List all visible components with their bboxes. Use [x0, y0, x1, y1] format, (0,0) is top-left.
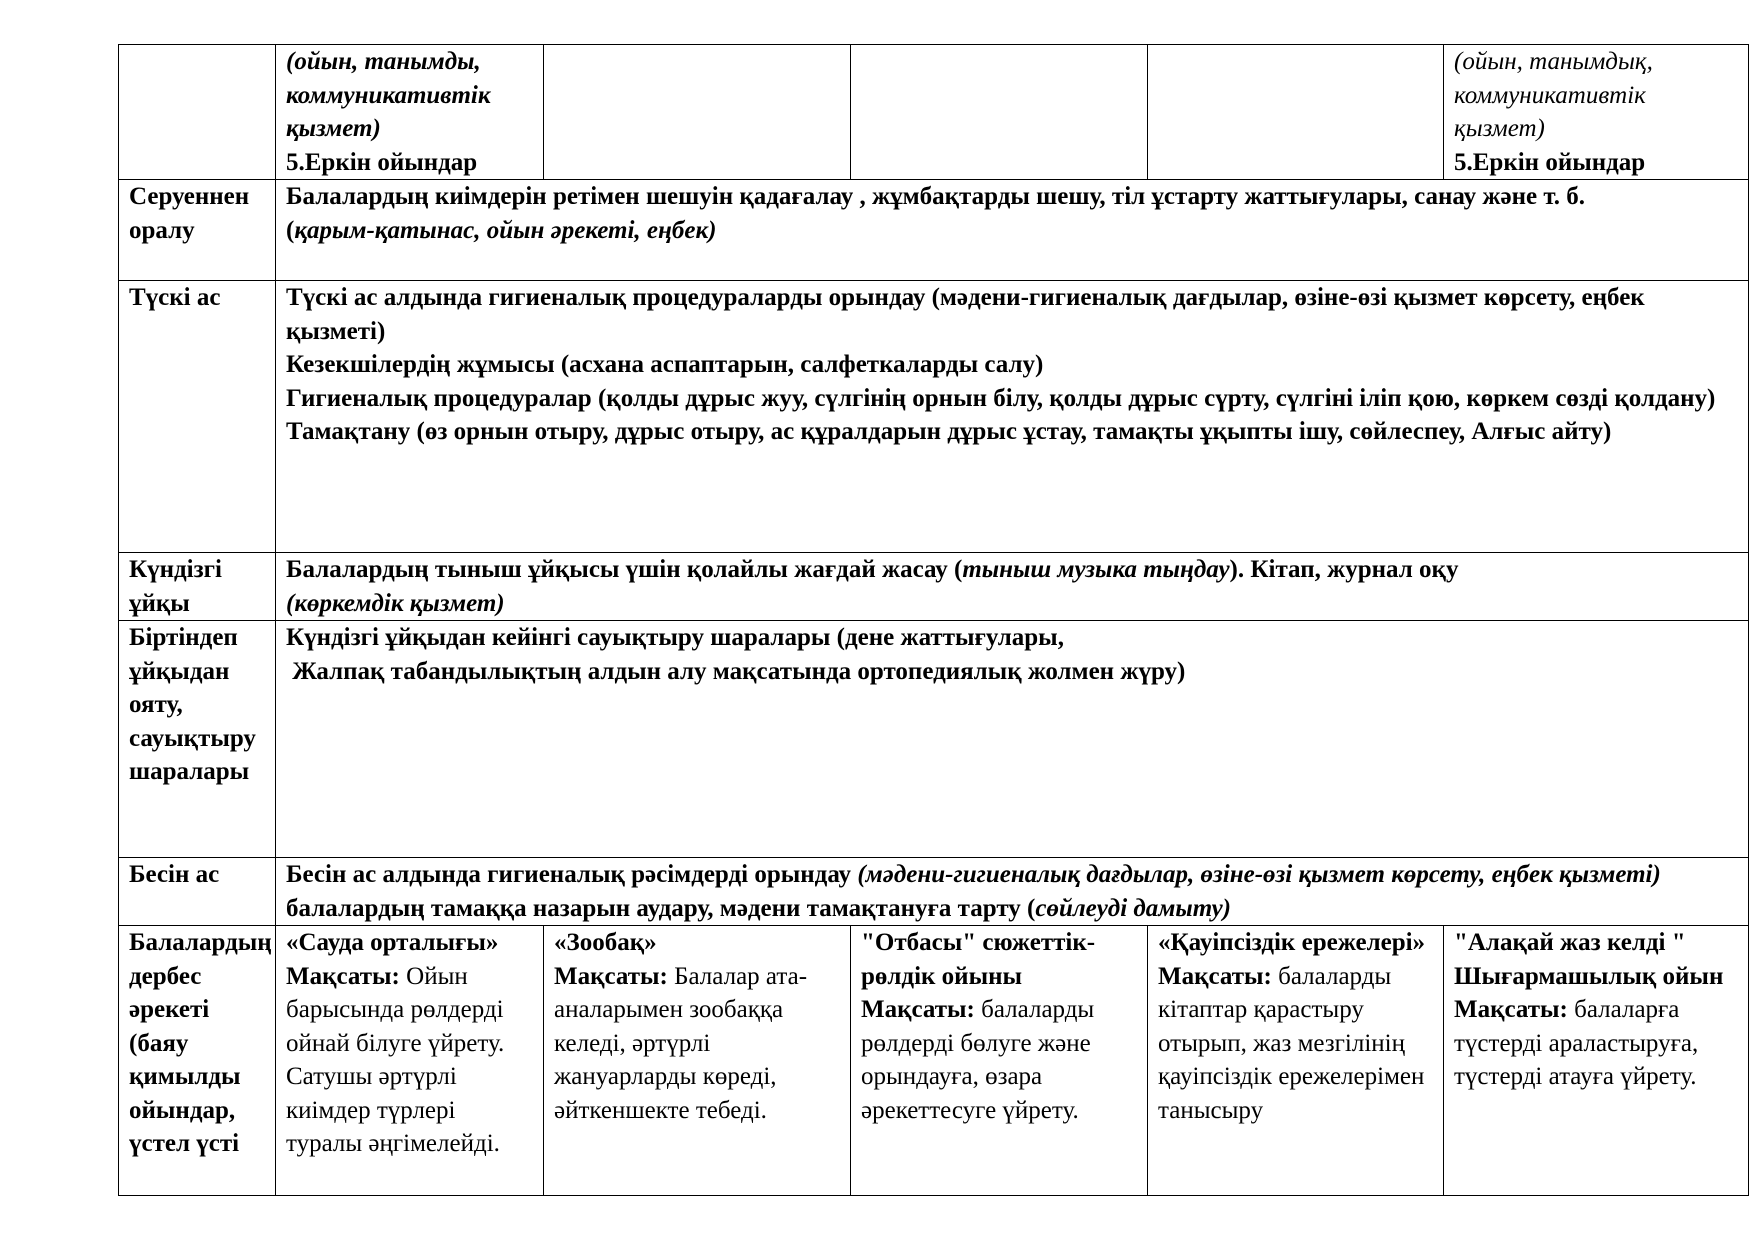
goal-text: балаларды рөлдерді бөлуге және орындауға, өзара әрекеттесуге үйрету. [861, 996, 1095, 1124]
continued-cell-3 [851, 45, 1148, 180]
snack-text-italic: (мәдени-гигиеналық дағдылар, өзіне-өзі қызмет көрсету, еңбек қызметі) [857, 861, 1661, 888]
activity-types: (ойын, танымды, коммуникативтік қызмет) [286, 48, 491, 142]
snack-text-middle: балалардың тамаққа назарын аудару, мәдени тамақтануға тарту ( [286, 894, 1036, 922]
snack-text-italic-end: сөйлеуді дамыту) [1035, 894, 1232, 922]
activity-title: «Зообақ» [554, 929, 657, 956]
lunch-row [119, 281, 1749, 553]
row-label: Біртіндеп ұйқыдан ояту, сауықтыру шаралары [119, 621, 276, 858]
snack-text: Бесін ас алдында гигиеналық рәсімдерді орындау [286, 861, 858, 888]
activity-cell [1444, 926, 1749, 1196]
continued-row [119, 45, 1749, 180]
lunch-line: Кезекшілердің жұмысы (асхана аспаптарын, салфеткаларды салу) [286, 351, 1044, 378]
row-label: Серуеннен оралу [119, 180, 276, 281]
continued-cell-2 [544, 45, 851, 180]
nap-text: Балалардың тыныш ұйқысы үшін қолайлы жағдай жасау ( [286, 556, 963, 583]
goal-label: Мақсаты: [1158, 962, 1272, 990]
goal-text: балаларды кітаптар қарастыру отырып, жаз мезгілінің қауіпсіздік ережелерімен танысыру [1158, 962, 1425, 1124]
continued-cell-1 [276, 45, 544, 180]
row-content [276, 281, 1749, 553]
activity-types: қарым-қатынас, ойын әрекеті, еңбек) [294, 216, 717, 244]
goal-label: Мақсаты: [1454, 996, 1568, 1023]
snack-row [119, 858, 1749, 926]
label-cell-empty [119, 45, 276, 180]
activity-title: "Алақай жаз келді " Шығармашылық ойын [1454, 929, 1724, 990]
types-prefix: ( [286, 216, 295, 244]
walk-text: Балалардың киімдерін ретімен шешуін қадағалау , жұмбақтарды шешу, тіл ұстарту жаттығулары, санау және т. б. [286, 183, 1586, 210]
activity-title: «Қауіпсіздік ережелері» [1158, 929, 1426, 956]
nap-text-end: ). Кітап, журнал оқу [1229, 556, 1459, 583]
activity-title: "Отбасы" сюжеттік-рөлдік ойыны [861, 929, 1096, 990]
row-content [276, 858, 1749, 926]
nap-row [119, 553, 1749, 621]
lunch-line: Гигиеналық процедуралар (қолды дұрыс жуу, сүлгінің орнын білу, қолды дұрыс сүрту, сүлгіні іліп қою, көркем сөзді қолдану) [286, 384, 1716, 412]
continued-cell-4 [1148, 45, 1444, 180]
wake-up-row [119, 621, 1749, 858]
row-content [276, 621, 1749, 858]
row-label: Балалардың дербес әрекеті (баяу қимылды ойындар, үстел үсті [119, 926, 276, 1196]
independent-activity-row [119, 926, 1749, 1196]
activity-cell [851, 926, 1148, 1196]
row-content [276, 553, 1749, 621]
free-games: 5.Еркін ойындар [1454, 148, 1646, 176]
row-content [276, 180, 1749, 281]
return-from-walk-row [119, 180, 1749, 281]
row-label: Күндізгі ұйқы [119, 553, 276, 621]
goal-text: балаларға түстерді араластыруға, түстерді атауға үйрету. [1454, 996, 1699, 1090]
activity-cell [276, 926, 544, 1196]
lunch-line: Түскі ас алдында гигиеналық процедураларды орындау (мәдени-гигиеналық дағдылар, өзіне-өзі қызмет көрсету, еңбек қызметі) [286, 284, 1645, 345]
goal-text: Балалар ата-аналарымен зообаққа келеді, әртүрлі жануарларды көреді, әйткеншекте тебеді. [554, 962, 808, 1124]
activity-title: «Сауда орталығы» [286, 929, 499, 956]
goal-label: Мақсаты: [861, 996, 975, 1023]
row-label: Түскі ас [119, 281, 276, 553]
activity-cell [544, 926, 851, 1196]
daily-plan-table [118, 44, 1749, 1196]
activity-types: (ойын, танымдық, коммуникативтік қызмет) [1454, 48, 1653, 142]
activity-types: (көркемдік қызмет) [286, 589, 505, 617]
row-label: Бесін ас [119, 858, 276, 926]
lunch-line: Тамақтану (өз орнын отыру, дұрыс отыру, ас құралдарын дұрыс ұстау, тамақты ұқыпты ішу, сөйлеспеу, Алғыс айту) [286, 418, 1612, 445]
wake-line: Жалпақ табандылықтың алдын алу мақсатында ортопедиялық жолмен жүру) [286, 657, 1186, 685]
continued-cell-5 [1444, 45, 1749, 180]
goal-label: Мақсаты: [554, 962, 668, 990]
wake-line: Күндізгі ұйқыдан кейінгі сауықтыру шаралары (дене жаттығулары, [286, 624, 1064, 651]
goal-text: Ойын барысында рөлдерді ойнай білуге үйрету. Сатушы әртүрлі киімдер түрлері туралы әңгімелейді. [286, 962, 505, 1157]
free-games: 5.Еркін ойындар [286, 148, 478, 176]
nap-text-italic: тыныш музыка тыңдау [962, 556, 1230, 583]
activity-cell [1148, 926, 1444, 1196]
goal-label: Мақсаты: [286, 962, 400, 990]
